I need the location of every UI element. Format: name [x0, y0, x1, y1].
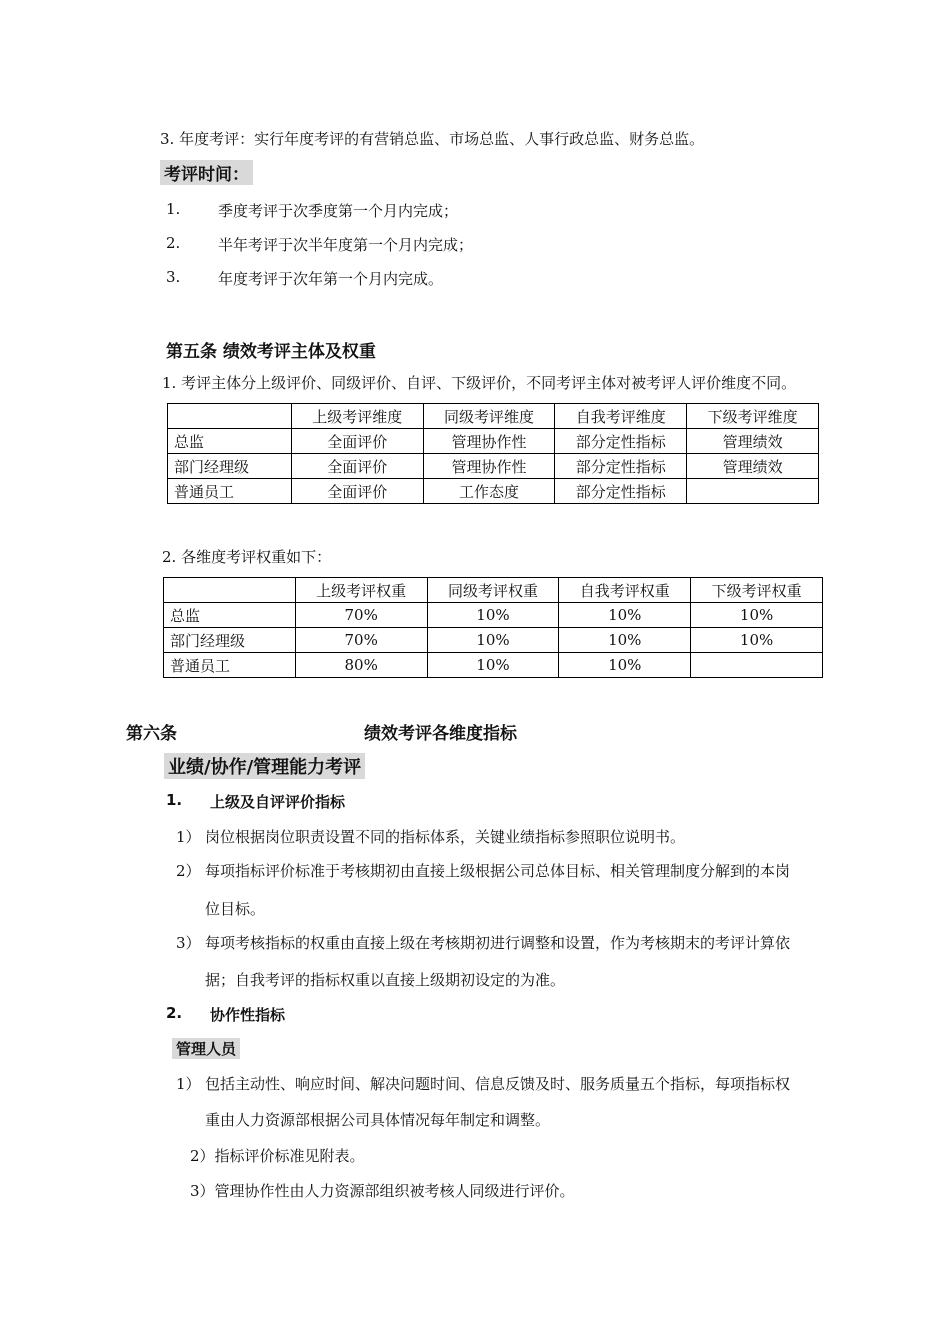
table-cell: 10% — [427, 653, 559, 678]
table-header-row — [168, 404, 819, 429]
list-item-num: 3） — [176, 934, 201, 952]
table-cell: 全面评价 — [291, 429, 423, 454]
table-cell: 10% — [427, 628, 559, 653]
evaluation-dimension-table — [167, 403, 819, 504]
table-header-row — [164, 578, 823, 603]
table-header-cell — [164, 578, 296, 603]
table-cell: 部分定性指标 — [555, 429, 687, 454]
list-item-text-continued: 据；自我考评的指标权重以直接上级期初设定的为准。 — [205, 971, 566, 989]
article-6-title: 绩效考评各维度指标 — [364, 724, 517, 744]
article-5-title: 第五条 绩效考评主体及权重 — [166, 342, 376, 362]
table-cell: 10% — [559, 653, 691, 678]
table-row — [168, 429, 819, 454]
table-cell: 全面评价 — [291, 454, 423, 479]
table-cell: 70% — [295, 603, 427, 628]
table-row — [168, 479, 819, 504]
list-item-text: 每项指标评价标准于考核期初由直接上级根据公司总体目标、相关管理制度分解到的本岗 — [205, 862, 791, 880]
table-cell: 10% — [559, 603, 691, 628]
list-item-num: 1） — [176, 1075, 201, 1093]
time-item-text: 半年考评于次半年度第一个月内完成； — [218, 236, 474, 254]
time-item-num: 1. — [166, 200, 181, 218]
table-cell: 管理绩效 — [687, 454, 819, 479]
table-cell — [691, 653, 823, 678]
management-staff-heading: 管理人员 — [172, 1038, 240, 1059]
time-item-text: 季度考评于次季度第一个月内完成； — [218, 202, 459, 220]
table-cell: 管理绩效 — [687, 429, 819, 454]
table-cell: 全面评价 — [291, 479, 423, 504]
subsection-2-num: 2. — [166, 1004, 183, 1022]
article-5-paragraph-1: 1. 考评主体分上级评价、同级评价、自评、下级评价，不同考评主体对被考评人评价维度不同。 — [162, 374, 797, 392]
table-cell: 部分定性指标 — [555, 454, 687, 479]
table-row-label: 部门经理级 — [164, 628, 296, 653]
table-cell: 10% — [691, 603, 823, 628]
table-cell: 80% — [295, 653, 427, 678]
time-item-num: 3. — [166, 268, 181, 286]
table-row — [164, 653, 823, 678]
evaluation-weight-table — [163, 577, 823, 678]
table-cell: 70% — [295, 628, 427, 653]
review-time-heading: 考评时间： — [160, 160, 253, 185]
section-heading: 业绩/协作/管理能力考评 — [164, 753, 365, 779]
table-header-cell: 自我考评维度 — [555, 404, 687, 429]
table-header-cell: 上级考评权重 — [295, 578, 427, 603]
table-header-cell: 同级考评维度 — [423, 404, 555, 429]
table-row — [164, 628, 823, 653]
table-cell: 管理协作性 — [423, 429, 555, 454]
table-header-cell: 下级考评维度 — [687, 404, 819, 429]
article-6-label: 第六条 — [126, 724, 177, 744]
table-row — [164, 603, 823, 628]
table-row-label: 普通员工 — [164, 653, 296, 678]
list-item: 3）管理协作性由人力资源部组织被考核人同级进行评价。 — [190, 1182, 575, 1200]
table-row — [168, 454, 819, 479]
table-header-cell: 上级考评维度 — [291, 404, 423, 429]
list-item-text-continued: 重由人力资源部根据公司具体情况每年制定和调整。 — [205, 1111, 551, 1129]
time-item-num: 2. — [166, 234, 181, 252]
table-cell: 部分定性指标 — [555, 479, 687, 504]
list-item: 2）指标评价标准见附表。 — [190, 1147, 365, 1165]
list-item-text: 岗位根据岗位职责设置不同的指标体系，关键业绩指标参照职位说明书。 — [205, 828, 686, 846]
table-header-cell: 自我考评权重 — [559, 578, 691, 603]
table-header-cell — [168, 404, 292, 429]
table-row-label: 总监 — [164, 603, 296, 628]
time-item-text: 年度考评于次年第一个月内完成。 — [218, 270, 444, 288]
table-cell: 10% — [427, 603, 559, 628]
paragraph-annual-review: 3. 年度考评：实行年度考评的有营销总监、市场总监、人事行政总监、财务总监。 — [160, 130, 705, 148]
subsection-1-title: 上级及自评评价指标 — [210, 793, 346, 811]
list-item-num: 1） — [176, 828, 201, 846]
table-row-label: 总监 — [168, 429, 292, 454]
table-row-label: 普通员工 — [168, 479, 292, 504]
subsection-1-num: 1. — [166, 791, 183, 809]
table-header-cell: 下级考评权重 — [691, 578, 823, 603]
list-item-text: 包括主动性、响应时间、解决问题时间、信息反馈及时、服务质量五个指标，每项指标权 — [205, 1075, 791, 1093]
table-cell: 10% — [559, 628, 691, 653]
table-cell: 工作态度 — [423, 479, 555, 504]
list-item-text-continued: 位目标。 — [205, 900, 266, 918]
list-item-num: 2） — [176, 862, 201, 880]
table-cell — [687, 479, 819, 504]
list-item-text: 每项考核指标的权重由直接上级在考核期初进行调整和设置，作为考核期末的考评计算依 — [205, 934, 791, 952]
table-header-cell: 同级考评权重 — [427, 578, 559, 603]
table-row-label: 部门经理级 — [168, 454, 292, 479]
subsection-2-title: 协作性指标 — [210, 1006, 286, 1024]
article-5-paragraph-2: 2. 各维度考评权重如下： — [162, 548, 332, 566]
table-cell: 管理协作性 — [423, 454, 555, 479]
table-cell: 10% — [691, 628, 823, 653]
